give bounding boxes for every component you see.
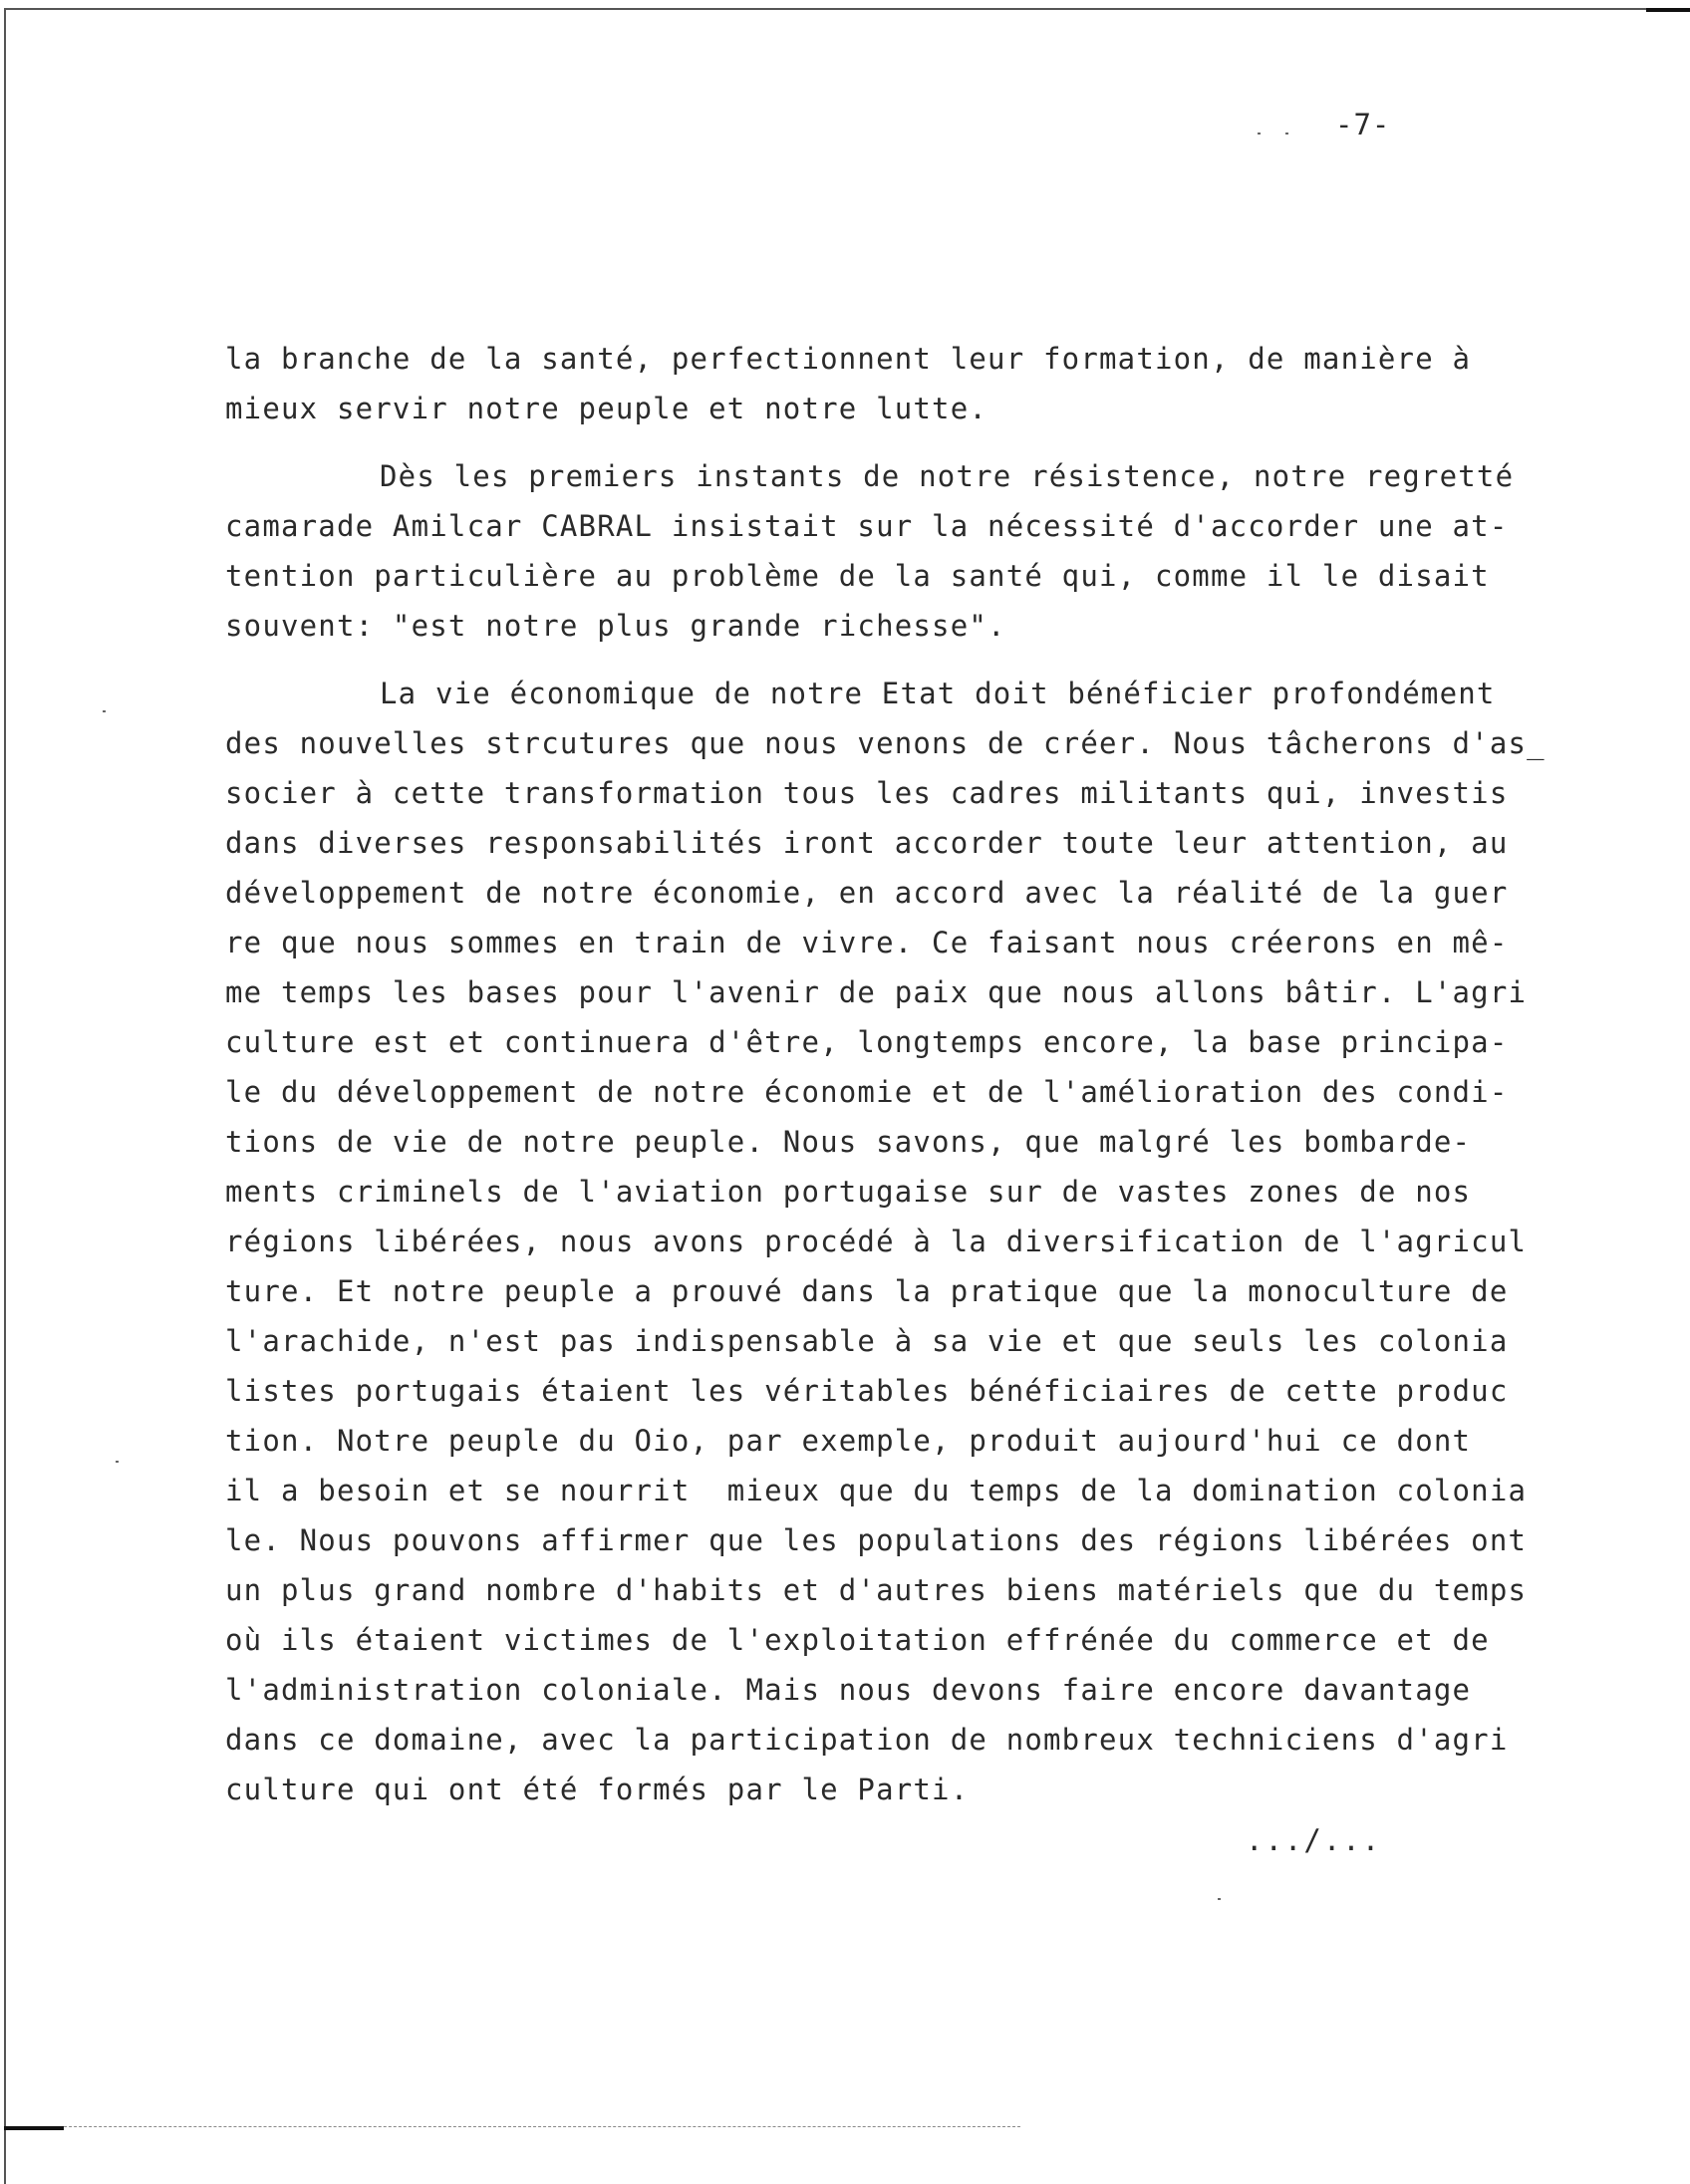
scan-speck (1258, 133, 1261, 135)
text-line: des nouvelles strcutures que nous venons de créer. Nous tâcherons d'as_ (225, 726, 1546, 760)
scan-speck (103, 710, 106, 712)
text-line: la branche de la santé, perfectionnent leur formation, de manière à (225, 342, 1472, 376)
text-line: développement de notre économie, en accord avec la réalité de la guer (225, 876, 1509, 910)
text-line: l'arachide, n'est pas indispensable à sa vie et que seuls les colonia (225, 1324, 1509, 1358)
text-line: tention particulière au problème de la santé qui, comme il le disait (225, 559, 1490, 593)
text-line: il a besoin et se nourrit mieux que du temps de la domination colonia (225, 1474, 1528, 1507)
scan-speck (116, 1461, 119, 1463)
scan-edge-bottom (4, 2126, 1020, 2127)
text-line: culture est et continuera d'être, longtemps encore, la base principa- (225, 1025, 1509, 1059)
text-line: socier à cette transformation tous les cadres militants qui, investis (225, 776, 1509, 810)
text-line: un plus grand nombre d'habits et d'autres biens matériels que du temps (225, 1573, 1528, 1607)
text-line: régions libérées, nous avons procédé à la diversification de l'agricul (225, 1225, 1528, 1258)
scan-edge-top (4, 8, 1648, 10)
text-line: La vie économique de notre Etat doit bénéficier profondément (380, 677, 1496, 710)
text-line: culture qui ont été formés par le Parti. (225, 1773, 970, 1806)
text-line: tions de vie de notre peuple. Nous savons, que malgré les bombarde- (225, 1125, 1472, 1159)
text-line: camarade Amilcar CABRAL insistait sur la nécessité d'accorder une at- (225, 509, 1509, 543)
text-line: dans diverses responsabilités iront accorder toute leur attention, au (225, 826, 1509, 860)
paragraph (225, 669, 1600, 1814)
scan-edge-top-right (1646, 8, 1690, 12)
text-line: ments criminels de l'aviation portugaise sur de vastes zones de nos (225, 1175, 1472, 1209)
text-line: me temps les bases pour l'avenir de paix que nous allons bâtir. L'agri (225, 975, 1528, 1009)
text-line: re que nous sommes en train de vivre. Ce faisant nous créerons en mê- (225, 926, 1509, 959)
text-line: le. Nous pouvons affirmer que les populations des régions libérées ont (225, 1523, 1528, 1557)
paragraph (225, 334, 1600, 433)
body-text (225, 334, 1600, 1814)
text-line: mieux servir notre peuple et notre lutte. (225, 392, 988, 425)
paragraph (225, 451, 1600, 651)
text-line: l'administration coloniale. Mais nous devons faire encore davantage (225, 1673, 1472, 1707)
text-line: ture. Et notre peuple a prouvé dans la pratique que la monoculture de (225, 1274, 1509, 1308)
scan-speck (1285, 133, 1288, 135)
scan-edge-left (4, 8, 6, 2184)
text-line: listes portugais étaient les véritables bénéficiaires de cette produc (225, 1374, 1509, 1408)
text-line: dans ce domaine, avec la participation de nombreux techniciens d'agri (225, 1723, 1509, 1757)
text-line: souvent: "est notre plus grande richesse". (225, 609, 1006, 643)
page-number: -7- (1335, 108, 1391, 141)
text-line: où ils étaient victimes de l'exploitation effrénée du commerce et de (225, 1623, 1490, 1657)
scan-edge-bottom-left (4, 2126, 64, 2130)
text-line: Dès les premiers instants de notre résistence, notre regretté (380, 459, 1515, 493)
text-line: tion. Notre peuple du Oio, par exemple, produit aujourd'hui ce dont (225, 1424, 1472, 1458)
continuation-marker: .../... (1246, 1823, 1382, 1857)
scan-speck (1218, 1898, 1221, 1900)
text-line: le du développement de notre économie et de l'amélioration des condi- (225, 1075, 1509, 1109)
